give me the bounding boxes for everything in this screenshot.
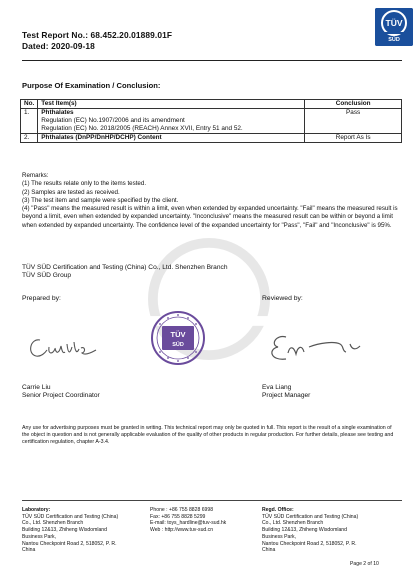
preparer-block	[22, 384, 100, 401]
row-conclusion: Pass	[305, 109, 402, 134]
table-row	[21, 109, 402, 134]
footer-fax: Fax: +86 755 8828 5299	[150, 513, 206, 520]
remarks	[22, 172, 400, 230]
tuv-logo-icon	[375, 8, 413, 46]
results-table	[20, 99, 402, 143]
footer-lab	[22, 507, 152, 554]
row-title: Phthalates (DnPP/DnHP/DCHP) Content	[41, 134, 162, 141]
report-number: Test Report No.: 68.452.20.01889.01F	[22, 30, 173, 40]
footer-office-title: Regd. Office:	[262, 507, 294, 513]
reviewer-title: Project Manager	[262, 392, 311, 400]
footer-divider	[22, 500, 402, 501]
footer-office-line: Co., Ltd. Shenzhen Branch	[262, 520, 324, 527]
footer-web: Web : http://www.tuv-sud.cn	[150, 527, 214, 534]
row-line: Regulation (EC) No.1907/2006 and its amendment	[41, 117, 185, 124]
reviewer-block	[262, 384, 310, 401]
footer-office-line: TÜV SÜD Certification and Testing (China)	[262, 513, 359, 520]
footer-lab-line: Nantou Checkpoint Road 2, 518052, P. R.	[22, 540, 117, 547]
stamp-bottom-text: SÜD	[172, 342, 184, 348]
row-conclusion: Report As Is	[305, 134, 402, 143]
purpose-title: Purpose Of Examination / Conclusion:	[22, 81, 161, 90]
preparer-title: Senior Project Coordinator	[22, 392, 100, 400]
reviewer-name: Eva Liang	[262, 384, 292, 391]
footer-lab-line: Business Park,	[22, 533, 56, 540]
reviewer-signature	[264, 325, 374, 367]
logo-subtext: SÜD	[388, 37, 400, 43]
prepared-label: Prepared by:	[22, 295, 61, 302]
report-date: Dated: 2020-09-18	[22, 41, 95, 51]
row-no: 2.	[21, 134, 38, 143]
reviewed-label: Reviewed by:	[262, 295, 303, 302]
footer-office-line: Nantou Checkpoint Road 2, 518052, P. R.	[262, 540, 357, 547]
remark-item: (1) The results relate only to the items tested.	[22, 180, 147, 188]
footer-email: E-mail: toys_hardline@tuv-sud.hk	[150, 520, 227, 527]
company-group: TÜV SÜD Group	[22, 272, 72, 280]
footer-contact	[150, 507, 260, 534]
footer-phone: Phone : +86 755 8828 6998	[150, 507, 214, 513]
company-block	[22, 264, 227, 281]
footer-office-line: Business Park,	[262, 533, 296, 540]
header-divider	[22, 60, 402, 61]
header-item: Test Item(s)	[38, 100, 305, 109]
footer-lab-line: China	[22, 547, 36, 554]
footer-lab-line: TÜV SÜD Certification and Testing (China)	[22, 513, 119, 520]
remark-item: (3) The test item and sample were specified by the client.	[22, 196, 179, 204]
tuv-logo	[375, 8, 413, 46]
remark-item: (2) Samples are tested as received.	[22, 188, 120, 196]
disclaimer: Any use for advertising purposes must be granted in writing. This technical report may only be quoted in full. This report is the result of a single examination of the object in question and is not generally applicable evaluation of the quality of other products in regular production. For further details, please see testing and certification regulation, chapter A-3.4.	[22, 425, 394, 445]
preparer-signature	[24, 332, 116, 364]
footer-lab-title: Laboratory:	[22, 507, 51, 513]
preparer-name: Carrie Liu	[22, 384, 51, 391]
logo-text: TÜV	[385, 18, 403, 28]
header-no: No.	[21, 100, 38, 109]
company-name: TÜV SÜD Certification and Testing (China) Co., Ltd. Shenzhen Branch	[22, 264, 228, 271]
row-line: Regulation (EC) No. 2018/2005 (REACH) Annex XVII, Entry 51 and 52.	[41, 125, 243, 132]
footer-office-line: China	[262, 547, 276, 554]
table-header-row	[21, 100, 402, 109]
header-conclusion: Conclusion	[305, 100, 402, 109]
row-item	[38, 134, 305, 143]
remarks-title: Remarks:	[22, 172, 49, 179]
stamp-top-text: TÜV	[170, 330, 186, 339]
remark-item: (4) "Pass" means the measured result is within a limit, even when extended by expanded uncertainty. "Fail" means the measured result is beyond a limit, even when extended by expanded uncertainty. "Inconclusive" means the measured result can be within or beyond a limit when extended by expanded uncertainty. The confidence level of the expanded uncertainty for "Pass", "Fail" and "Inconclusive" is 95%.	[22, 205, 398, 229]
row-no: 1.	[21, 109, 38, 134]
tuv-stamp-icon	[150, 310, 206, 366]
table-row	[21, 134, 402, 143]
page-number: Page 2 of 10	[350, 561, 379, 567]
footer-lab-line: Building 12&13, Zhiheng Wisdomland	[22, 527, 107, 534]
row-title: Phthalates	[41, 109, 74, 116]
footer-lab-line: Co., Ltd. Shenzhen Branch	[22, 520, 84, 527]
row-item	[38, 109, 305, 134]
footer-office	[262, 507, 392, 554]
footer-office-line: Building 12&13, Zhiheng Wisdomland	[262, 527, 347, 534]
